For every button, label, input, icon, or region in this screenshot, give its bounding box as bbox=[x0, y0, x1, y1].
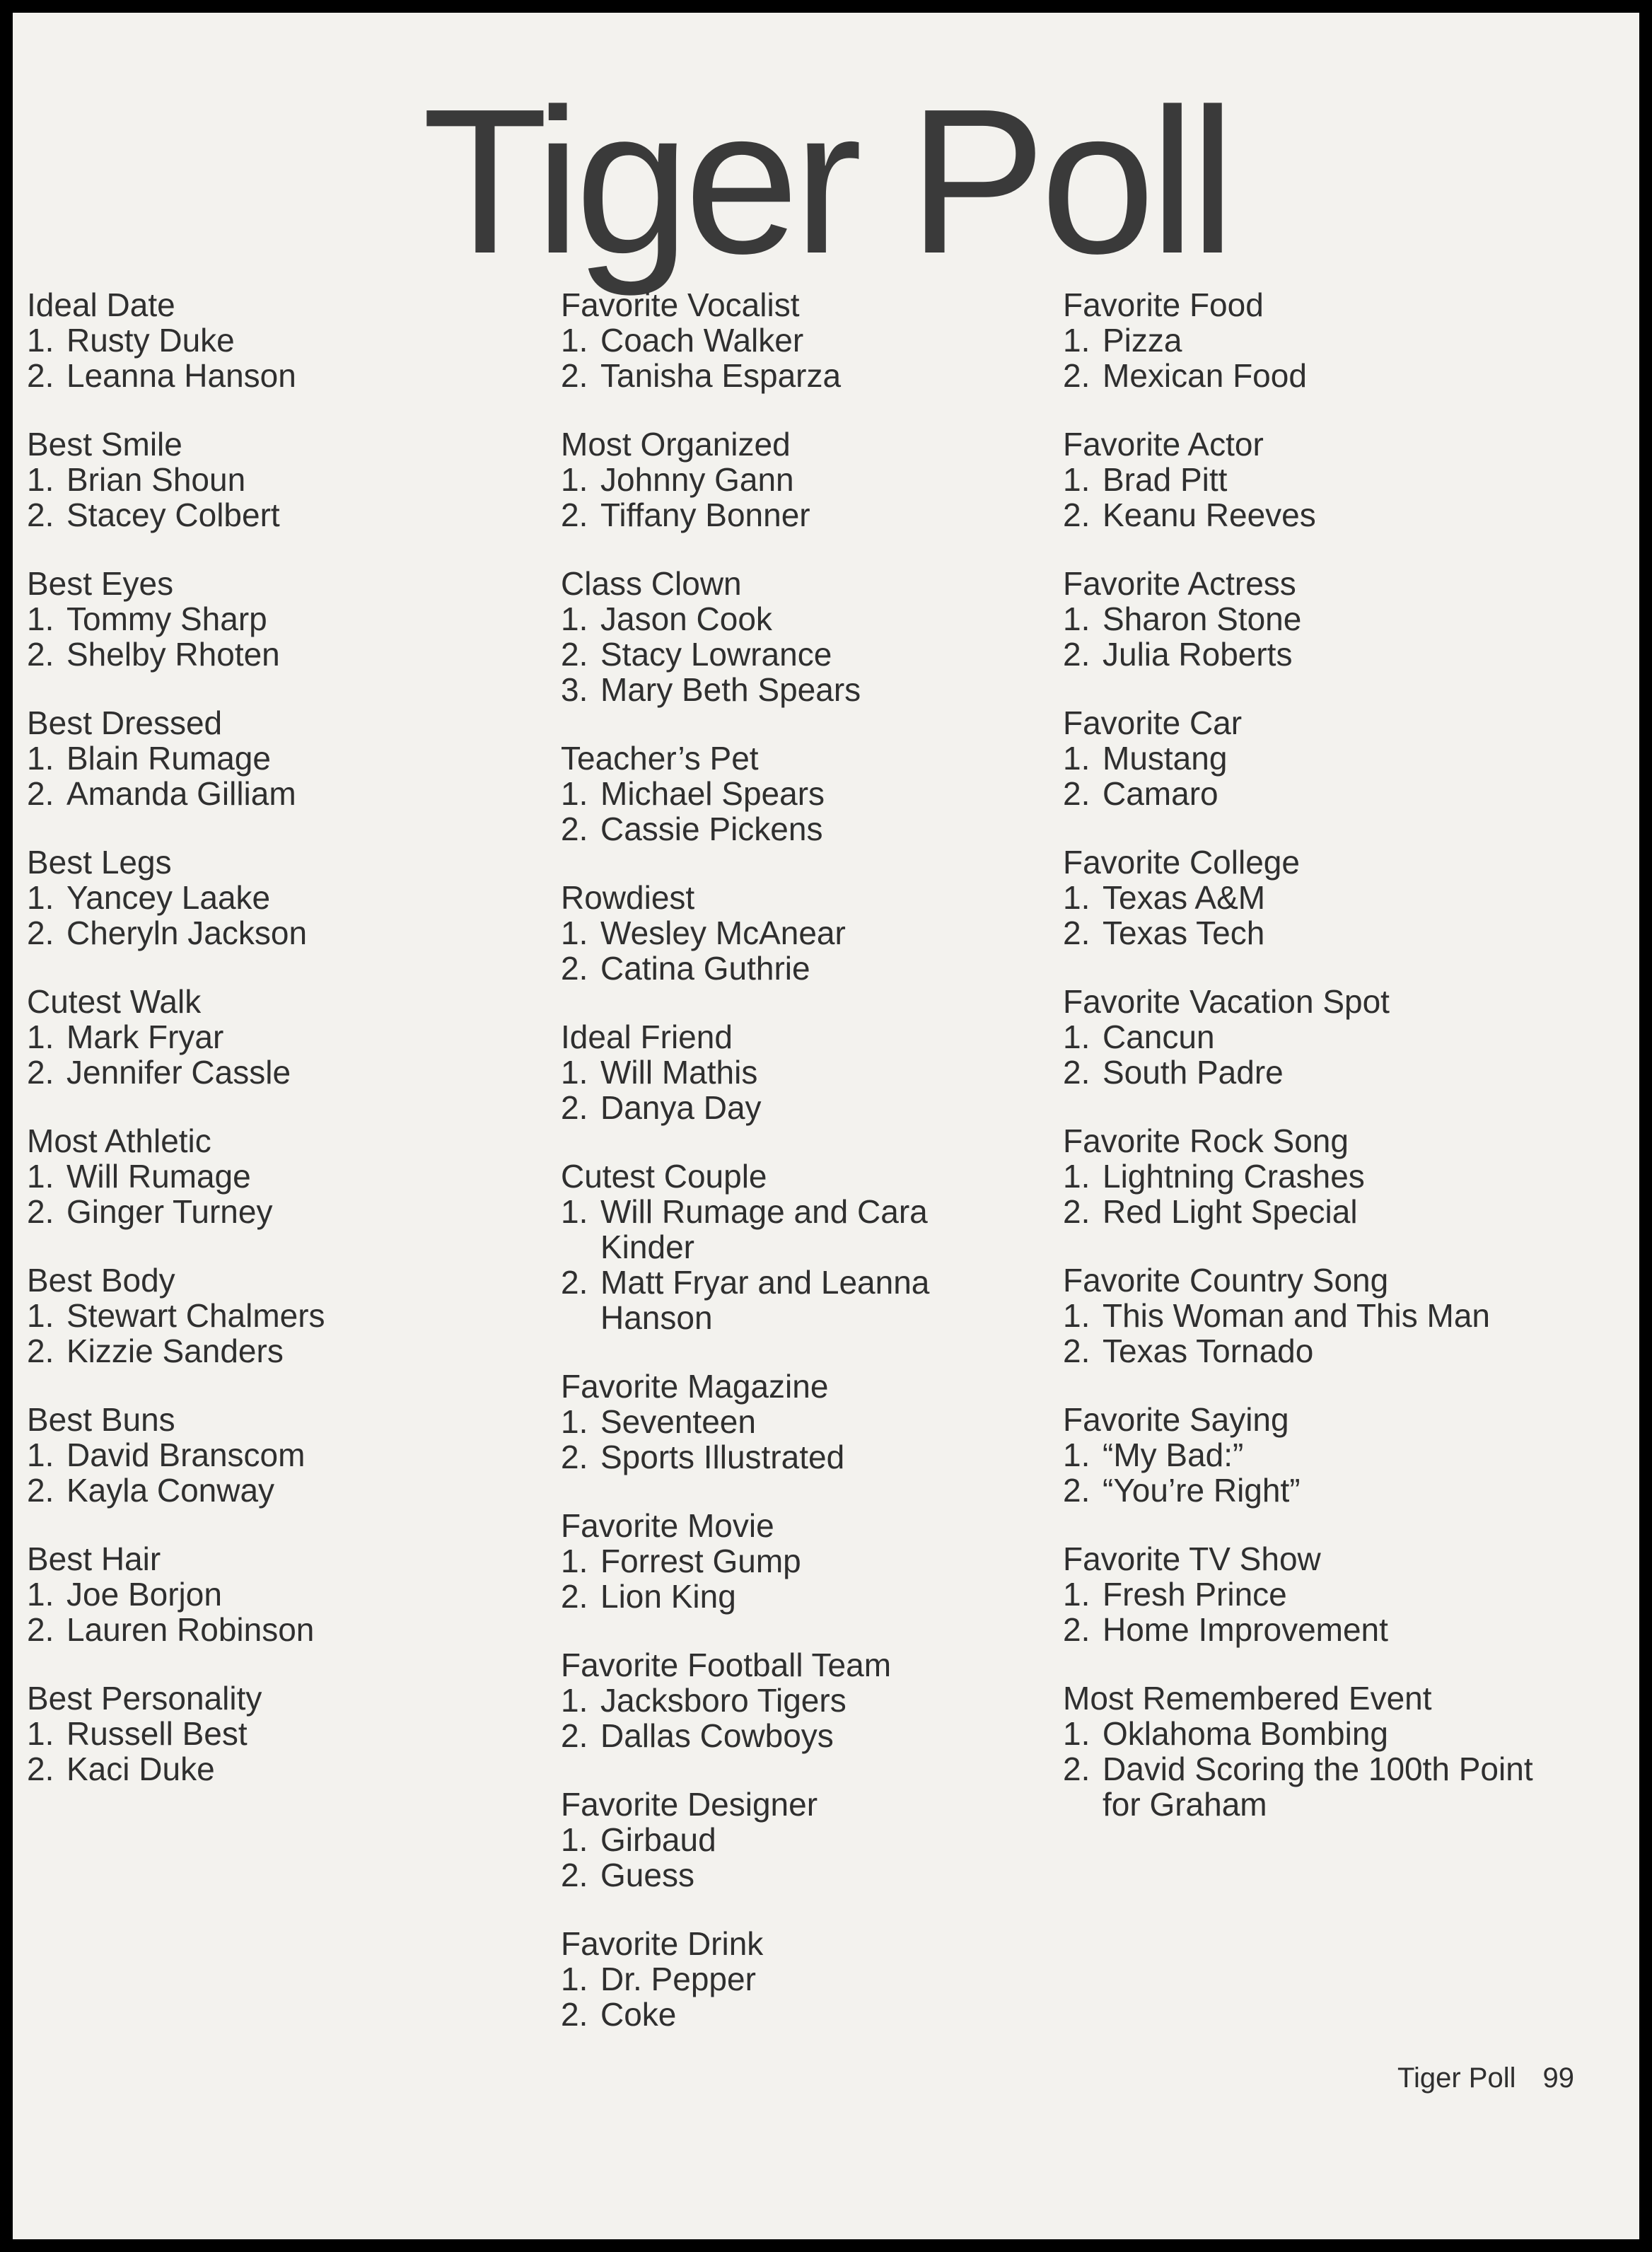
entry-rank: 2. bbox=[27, 1333, 54, 1369]
category-title: Favorite Rock Song bbox=[1063, 1122, 1349, 1159]
poll-entry bbox=[27, 1019, 325, 1055]
entry-rank: 1. bbox=[1063, 1158, 1090, 1195]
poll-entry bbox=[27, 1716, 325, 1751]
category-title: Cutest Walk bbox=[27, 983, 202, 1020]
poll-entry bbox=[561, 358, 929, 393]
entry-rank: 2. bbox=[1063, 1333, 1090, 1369]
entry-name: Rusty Duke bbox=[66, 322, 235, 359]
entry-name: Tiffany Bonner bbox=[600, 497, 810, 533]
poll-entry bbox=[1063, 880, 1533, 915]
entry-name: South Padre bbox=[1103, 1054, 1284, 1091]
entry-rank: 2. bbox=[27, 1472, 54, 1509]
entry-name: “My Bad:” bbox=[1103, 1436, 1244, 1473]
poll-entry bbox=[561, 637, 929, 672]
entry-name: Dallas Cowboys bbox=[600, 1717, 834, 1754]
entry-rank: 2. bbox=[1063, 497, 1090, 533]
entry-name: Kizzie Sanders bbox=[66, 1333, 284, 1369]
poll-entry bbox=[561, 1718, 929, 1753]
entry-name: Home Improvement bbox=[1103, 1611, 1388, 1648]
entry-rank: 2. bbox=[1063, 1193, 1090, 1230]
entry-name: Lightning Crashes bbox=[1103, 1158, 1365, 1195]
entry-rank: 2. bbox=[1063, 775, 1090, 812]
category-title: Favorite College bbox=[1063, 844, 1300, 881]
poll-category bbox=[1063, 1681, 1533, 1822]
category-title: Most Athletic bbox=[27, 1122, 211, 1159]
entry-rank: 1. bbox=[1063, 879, 1090, 916]
poll-category bbox=[27, 426, 325, 533]
poll-category bbox=[27, 1402, 325, 1508]
entry-name: David Branscom bbox=[66, 1436, 306, 1473]
category-title: Favorite Movie bbox=[561, 1507, 774, 1544]
category-title: Teacher’s Pet bbox=[561, 740, 759, 777]
poll-category bbox=[561, 1159, 929, 1335]
poll-entry bbox=[1063, 776, 1533, 811]
entry-rank: 2. bbox=[561, 1264, 588, 1301]
poll-category bbox=[561, 880, 929, 986]
poll-category bbox=[27, 705, 325, 811]
entry-name: Catina Guthrie bbox=[600, 950, 810, 987]
entry-rank: 1. bbox=[27, 879, 54, 916]
entry-rank: 1. bbox=[561, 461, 588, 498]
category-title: Ideal Date bbox=[27, 286, 175, 323]
entry-name: Joe Borjon bbox=[66, 1576, 222, 1613]
poll-entry bbox=[561, 811, 929, 847]
entry-rank: 2. bbox=[1063, 636, 1090, 673]
poll-entry bbox=[27, 323, 325, 358]
entry-rank: 2. bbox=[27, 1611, 54, 1648]
entry-rank: 1. bbox=[561, 1193, 588, 1230]
entry-rank: 3. bbox=[561, 671, 588, 708]
poll-entry bbox=[1063, 915, 1533, 951]
poll-entry bbox=[27, 601, 325, 637]
category-title: Cutest Couple bbox=[561, 1158, 767, 1195]
entry-rank: 2. bbox=[561, 1089, 588, 1126]
poll-entry bbox=[1063, 1716, 1533, 1751]
entry-name: Red Light Special bbox=[1103, 1193, 1358, 1230]
poll-entry bbox=[27, 1437, 325, 1473]
entry-rank: 2. bbox=[561, 1439, 588, 1475]
entry-rank: 1. bbox=[27, 1297, 54, 1334]
entry-rank: 2. bbox=[27, 636, 54, 673]
poll-entry bbox=[1063, 323, 1533, 358]
poll-entry bbox=[561, 1439, 929, 1475]
poll-entry bbox=[27, 462, 325, 497]
entry-rank: 2. bbox=[27, 1193, 54, 1230]
poll-entry bbox=[1063, 497, 1533, 533]
category-title: Rowdiest bbox=[561, 879, 695, 916]
poll-entry bbox=[561, 462, 929, 497]
entry-name: Stacy Lowrance bbox=[600, 636, 832, 673]
poll-entry bbox=[1063, 601, 1533, 637]
poll-entry bbox=[561, 1055, 929, 1090]
category-title: Best Buns bbox=[27, 1401, 175, 1438]
category-title: Favorite Actor bbox=[1063, 426, 1264, 463]
entry-name: Guess bbox=[600, 1857, 694, 1893]
entry-rank: 2. bbox=[561, 1717, 588, 1754]
yearbook-page bbox=[13, 13, 1639, 2239]
entry-rank: 2. bbox=[1063, 357, 1090, 394]
poll-category bbox=[561, 566, 929, 707]
entry-rank: 1. bbox=[1063, 740, 1090, 777]
entry-rank: 1. bbox=[561, 1682, 588, 1719]
page-title: Tiger Poll bbox=[421, 66, 1231, 296]
entry-name: Danya Day bbox=[600, 1089, 762, 1126]
poll-entry bbox=[1063, 1055, 1533, 1090]
category-title: Favorite Country Song bbox=[1063, 1262, 1389, 1299]
entry-name: Brad Pitt bbox=[1103, 461, 1228, 498]
poll-entry bbox=[1063, 1298, 1533, 1333]
entry-name: Keanu Reeves bbox=[1103, 497, 1316, 533]
entry-name: Seventeen bbox=[600, 1403, 756, 1440]
poll-category bbox=[561, 1787, 929, 1893]
poll-category bbox=[561, 1369, 929, 1475]
poll-entry bbox=[561, 672, 929, 707]
entry-rank: 1. bbox=[27, 322, 54, 359]
entry-rank: 1. bbox=[561, 775, 588, 812]
poll-category bbox=[561, 1647, 929, 1753]
poll-category bbox=[561, 426, 929, 533]
entry-rank: 2. bbox=[561, 811, 588, 847]
entry-rank: 2. bbox=[1063, 1611, 1090, 1648]
poll-category bbox=[561, 1019, 929, 1125]
poll-entry bbox=[27, 1194, 325, 1229]
entry-rank: 2. bbox=[1063, 1054, 1090, 1091]
category-title: Favorite Vocalist bbox=[561, 286, 800, 323]
entry-name: Matt Fryar and Leanna Hanson bbox=[600, 1264, 930, 1336]
poll-entry bbox=[27, 1333, 325, 1369]
entry-name: Ginger Turney bbox=[66, 1193, 273, 1230]
poll-entry bbox=[27, 1473, 325, 1508]
entry-rank: 1. bbox=[561, 600, 588, 637]
entry-rank: 1. bbox=[561, 1821, 588, 1858]
entry-name: Girbaud bbox=[600, 1821, 716, 1858]
poll-column-1 bbox=[27, 287, 325, 1820]
entry-name: Wesley McAnear bbox=[600, 915, 846, 951]
poll-entry bbox=[561, 1857, 929, 1893]
poll-entry bbox=[561, 497, 929, 533]
entry-rank: 2. bbox=[27, 775, 54, 812]
entry-name: Johnny Gann bbox=[600, 461, 794, 498]
page-number: 99 bbox=[1542, 2062, 1574, 2094]
entry-name: Shelby Rhoten bbox=[66, 636, 280, 673]
poll-entry bbox=[1063, 1751, 1533, 1822]
entry-rank: 2. bbox=[561, 497, 588, 533]
poll-entry bbox=[27, 1577, 325, 1612]
poll-entry bbox=[1063, 1019, 1533, 1055]
poll-entry bbox=[561, 1997, 929, 2032]
poll-entry bbox=[27, 1751, 325, 1787]
entry-rank: 1. bbox=[27, 461, 54, 498]
category-title: Best Eyes bbox=[27, 565, 174, 602]
entry-name: Kayla Conway bbox=[66, 1472, 275, 1509]
poll-entry bbox=[561, 1194, 929, 1265]
entry-name: Pizza bbox=[1103, 322, 1182, 359]
poll-entry bbox=[27, 880, 325, 915]
category-title: Best Hair bbox=[27, 1540, 161, 1577]
poll-category bbox=[1063, 1123, 1533, 1229]
entry-name: Julia Roberts bbox=[1103, 636, 1293, 673]
entry-name: “You’re Right” bbox=[1103, 1472, 1301, 1509]
entry-name: Stewart Chalmers bbox=[66, 1297, 325, 1334]
category-title: Favorite Saying bbox=[1063, 1401, 1289, 1438]
category-title: Most Organized bbox=[561, 426, 791, 463]
entry-name: Mustang bbox=[1103, 740, 1228, 777]
poll-entry bbox=[561, 1090, 929, 1125]
poll-entry bbox=[27, 741, 325, 776]
entry-rank: 2. bbox=[27, 357, 54, 394]
poll-category bbox=[1063, 844, 1533, 951]
category-title: Favorite Magazine bbox=[561, 1368, 829, 1405]
poll-entry bbox=[27, 358, 325, 393]
entry-name: Sharon Stone bbox=[1103, 600, 1302, 637]
entry-name: Texas Tornado bbox=[1103, 1333, 1314, 1369]
entry-name: Kaci Duke bbox=[66, 1751, 215, 1787]
category-title: Favorite TV Show bbox=[1063, 1540, 1321, 1577]
entry-name: Sports Illustrated bbox=[600, 1439, 845, 1475]
entry-rank: 1. bbox=[27, 1576, 54, 1613]
poll-entry bbox=[561, 951, 929, 986]
poll-entry bbox=[27, 915, 325, 951]
poll-category bbox=[27, 984, 325, 1090]
entry-rank: 2. bbox=[27, 915, 54, 951]
entry-name: Jennifer Cassle bbox=[66, 1054, 291, 1091]
entry-name: Forrest Gump bbox=[600, 1543, 801, 1579]
entry-name: Mary Beth Spears bbox=[600, 671, 861, 708]
category-title: Favorite Food bbox=[1063, 286, 1264, 323]
poll-entry bbox=[561, 1822, 929, 1857]
entry-rank: 1. bbox=[1063, 1576, 1090, 1613]
entry-name: Will Mathis bbox=[600, 1054, 758, 1091]
entry-name: Tommy Sharp bbox=[66, 600, 267, 637]
poll-entry bbox=[561, 1683, 929, 1718]
entry-name: Russell Best bbox=[66, 1715, 248, 1752]
entry-name: Lion King bbox=[600, 1578, 736, 1615]
entry-name: Will Rumage bbox=[66, 1158, 251, 1195]
poll-entry bbox=[27, 776, 325, 811]
entry-name: This Woman and This Man bbox=[1103, 1297, 1490, 1334]
poll-entry bbox=[561, 601, 929, 637]
poll-entry bbox=[1063, 1577, 1533, 1612]
poll-column-2 bbox=[561, 287, 929, 2065]
poll-column-3 bbox=[1063, 287, 1533, 1855]
poll-category bbox=[27, 844, 325, 951]
category-title: Favorite Drink bbox=[561, 1925, 764, 1962]
entry-name: Jason Cook bbox=[600, 600, 772, 637]
entry-rank: 2. bbox=[1063, 1751, 1090, 1787]
poll-entry bbox=[1063, 741, 1533, 776]
entry-name: Jacksboro Tigers bbox=[600, 1682, 847, 1719]
entry-rank: 1. bbox=[561, 1961, 588, 1997]
entry-rank: 2. bbox=[561, 636, 588, 673]
poll-entry bbox=[27, 1612, 325, 1647]
poll-entry bbox=[561, 1579, 929, 1614]
entry-name: Leanna Hanson bbox=[66, 357, 296, 394]
category-title: Favorite Car bbox=[1063, 704, 1243, 741]
entry-name: Stacey Colbert bbox=[66, 497, 280, 533]
entry-name: Coach Walker bbox=[600, 322, 804, 359]
poll-category bbox=[561, 1508, 929, 1614]
entry-name: Amanda Gilliam bbox=[66, 775, 296, 812]
page-footer bbox=[1397, 2062, 1574, 2094]
poll-entry bbox=[1063, 462, 1533, 497]
entry-name: Oklahoma Bombing bbox=[1103, 1715, 1388, 1752]
poll-entry bbox=[1063, 1473, 1533, 1508]
entry-rank: 1. bbox=[561, 1054, 588, 1091]
entry-rank: 1. bbox=[561, 1403, 588, 1440]
entry-rank: 1. bbox=[27, 600, 54, 637]
entry-name: Dr. Pepper bbox=[600, 1961, 756, 1997]
category-title: Ideal Friend bbox=[561, 1018, 733, 1055]
entry-name: Cancun bbox=[1103, 1018, 1215, 1055]
poll-category bbox=[1063, 1402, 1533, 1508]
poll-entry bbox=[27, 1055, 325, 1090]
poll-entry bbox=[561, 1961, 929, 1997]
category-title: Best Legs bbox=[27, 844, 172, 881]
poll-category bbox=[27, 1263, 325, 1369]
poll-category bbox=[1063, 566, 1533, 672]
poll-entry bbox=[1063, 1194, 1533, 1229]
entry-rank: 1. bbox=[27, 1158, 54, 1195]
entry-name: David Scoring the 100th Point for Graham bbox=[1103, 1751, 1533, 1823]
entry-rank: 2. bbox=[1063, 1472, 1090, 1509]
entry-rank: 1. bbox=[561, 322, 588, 359]
entry-name: Cheryln Jackson bbox=[66, 915, 308, 951]
poll-category bbox=[1063, 426, 1533, 533]
poll-category bbox=[1063, 287, 1533, 393]
poll-entry bbox=[1063, 637, 1533, 672]
entry-rank: 1. bbox=[27, 1436, 54, 1473]
entry-name: Mark Fryar bbox=[66, 1018, 224, 1055]
entry-name: Texas Tech bbox=[1103, 915, 1265, 951]
category-title: Best Dressed bbox=[27, 704, 223, 741]
entry-name: Will Rumage and Cara Kinder bbox=[600, 1193, 928, 1265]
entry-name: Michael Spears bbox=[600, 775, 825, 812]
entry-name: Tanisha Esparza bbox=[600, 357, 842, 394]
footer-section-label: Tiger Poll bbox=[1397, 2062, 1516, 2094]
category-title: Class Clown bbox=[561, 565, 742, 602]
entry-name: Texas A&M bbox=[1103, 879, 1266, 916]
poll-entry bbox=[1063, 1159, 1533, 1194]
poll-entry bbox=[27, 1159, 325, 1194]
poll-category bbox=[27, 287, 325, 393]
category-title: Favorite Actress bbox=[1063, 565, 1296, 602]
entry-rank: 1. bbox=[27, 1715, 54, 1752]
poll-entry bbox=[561, 776, 929, 811]
entry-rank: 1. bbox=[1063, 1297, 1090, 1334]
entry-rank: 1. bbox=[27, 740, 54, 777]
entry-rank: 2. bbox=[27, 497, 54, 533]
poll-category bbox=[27, 1681, 325, 1787]
entry-name: Camaro bbox=[1103, 775, 1218, 812]
poll-entry bbox=[1063, 1612, 1533, 1647]
entry-name: Coke bbox=[600, 1996, 677, 2033]
entry-rank: 1. bbox=[1063, 322, 1090, 359]
entry-rank: 2. bbox=[561, 1857, 588, 1893]
entry-name: Blain Rumage bbox=[66, 740, 271, 777]
poll-category bbox=[1063, 1541, 1533, 1647]
entry-rank: 1. bbox=[1063, 600, 1090, 637]
entry-rank: 1. bbox=[561, 915, 588, 951]
entry-name: Cassie Pickens bbox=[600, 811, 823, 847]
poll-category bbox=[27, 566, 325, 672]
poll-category bbox=[561, 287, 929, 393]
poll-entry bbox=[1063, 1437, 1533, 1473]
category-title: Favorite Football Team bbox=[561, 1647, 892, 1683]
entry-name: Fresh Prince bbox=[1103, 1576, 1287, 1613]
poll-entry bbox=[561, 1543, 929, 1579]
poll-entry bbox=[1063, 1333, 1533, 1369]
poll-entry bbox=[27, 637, 325, 672]
poll-category bbox=[27, 1123, 325, 1229]
poll-entry bbox=[27, 497, 325, 533]
category-title: Favorite Vacation Spot bbox=[1063, 983, 1390, 1020]
category-title: Favorite Designer bbox=[561, 1786, 818, 1823]
entry-rank: 1. bbox=[1063, 1436, 1090, 1473]
entry-rank: 1. bbox=[27, 1018, 54, 1055]
entry-rank: 2. bbox=[27, 1054, 54, 1091]
poll-entry bbox=[561, 1404, 929, 1439]
entry-rank: 2. bbox=[561, 357, 588, 394]
poll-category bbox=[1063, 984, 1533, 1090]
category-title: Best Personality bbox=[27, 1680, 262, 1717]
poll-entry bbox=[561, 323, 929, 358]
entry-rank: 1. bbox=[1063, 461, 1090, 498]
poll-category bbox=[561, 1926, 929, 2032]
entry-name: Brian Shoun bbox=[66, 461, 246, 498]
poll-category bbox=[27, 1541, 325, 1647]
poll-entry bbox=[27, 1298, 325, 1333]
entry-rank: 2. bbox=[561, 950, 588, 987]
entry-rank: 1. bbox=[1063, 1715, 1090, 1752]
poll-category bbox=[1063, 705, 1533, 811]
entry-rank: 1. bbox=[1063, 1018, 1090, 1055]
category-title: Most Remembered Event bbox=[1063, 1680, 1432, 1717]
entry-rank: 2. bbox=[561, 1578, 588, 1615]
category-title: Best Smile bbox=[27, 426, 182, 463]
entry-rank: 2. bbox=[561, 1996, 588, 2033]
poll-category bbox=[561, 741, 929, 847]
poll-entry bbox=[1063, 358, 1533, 393]
entry-name: Yancey Laake bbox=[66, 879, 271, 916]
entry-name: Lauren Robinson bbox=[66, 1611, 315, 1648]
entry-rank: 2. bbox=[1063, 915, 1090, 951]
poll-category bbox=[1063, 1263, 1533, 1369]
category-title: Best Body bbox=[27, 1262, 175, 1299]
entry-name: Mexican Food bbox=[1103, 357, 1307, 394]
poll-entry bbox=[561, 1265, 929, 1335]
poll-entry bbox=[561, 915, 929, 951]
entry-rank: 2. bbox=[27, 1751, 54, 1787]
entry-rank: 1. bbox=[561, 1543, 588, 1579]
